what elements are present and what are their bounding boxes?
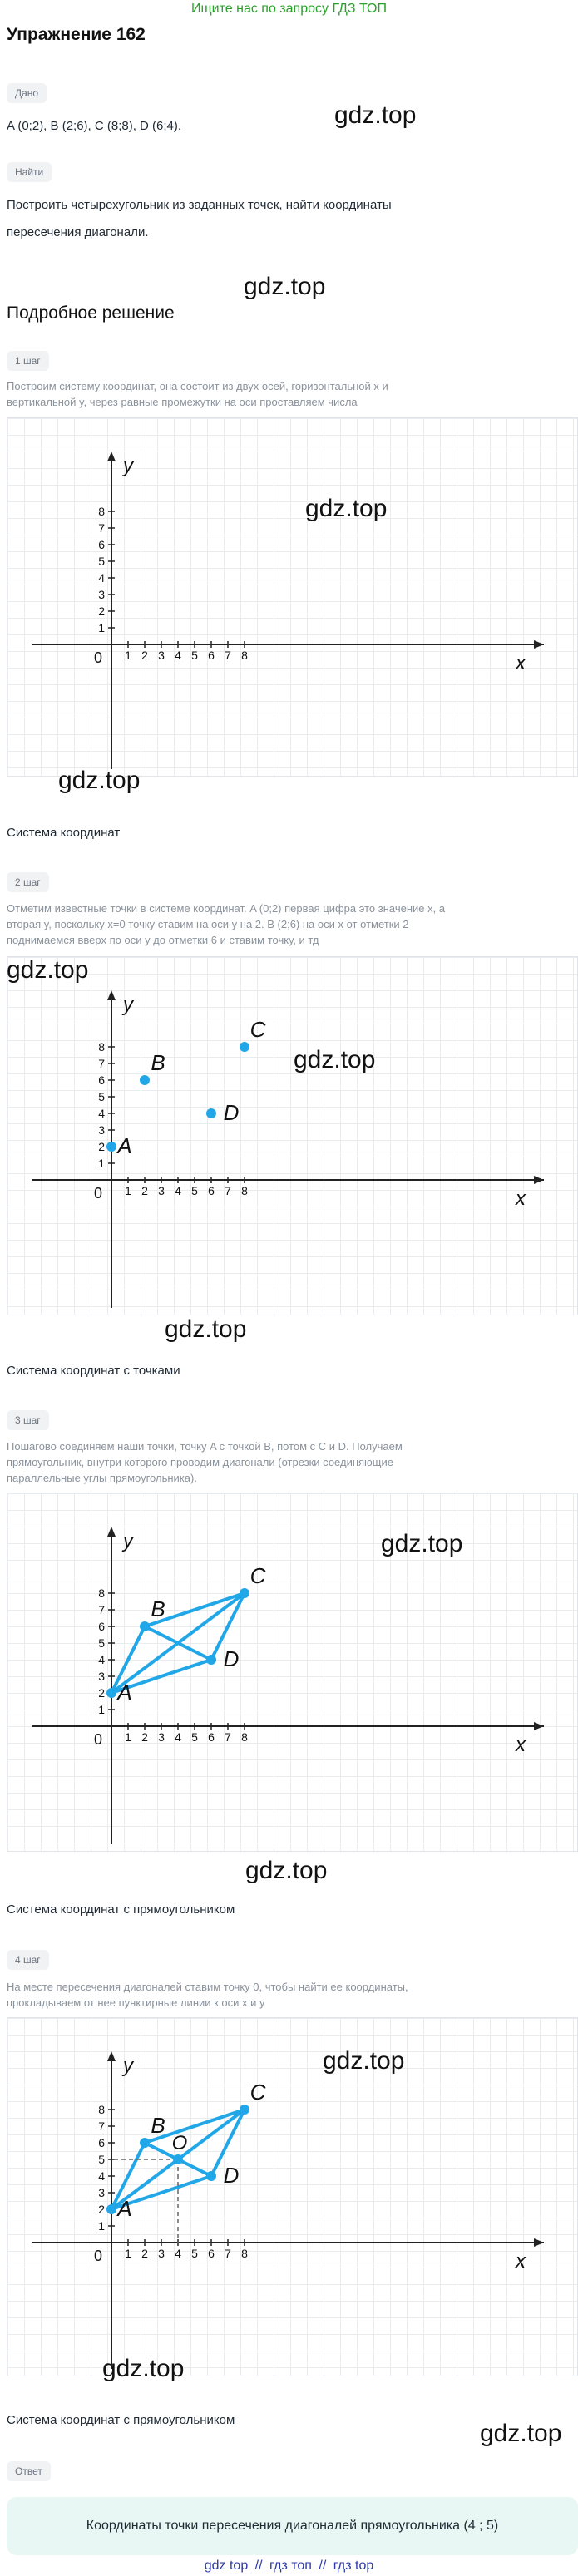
x-tick-label: 1 [125,1730,131,1744]
watermark: gdz.top [7,956,89,984]
point-label-d: D [223,2163,240,2188]
point-label-c: C [249,1017,266,1042]
step-text-line: Отметим известные точки в системе координат. A (0;2) первая цифра это значение x, а [7,902,446,915]
point-label-d: D [223,1646,240,1671]
x-axis-arrow [534,2238,544,2247]
y-axis-arrow [107,1527,116,1537]
y-tick-label: 6 [98,538,105,551]
graph-canvas [7,2018,578,2376]
y-tick-label: 6 [98,1620,105,1633]
y-tick-label: 8 [98,1040,105,1054]
x-tick-label: 6 [208,2247,215,2260]
x-tick-label: 5 [191,2247,198,2260]
x-tick-label: 3 [158,2247,165,2260]
step-text-line: вертикальной y, через равные промежутки на оси проставляем числа [7,396,358,408]
point-b [140,1075,150,1085]
exercise-title: Упражнение 162 [7,25,146,44]
footer-link[interactable]: гдз top [333,2559,374,2573]
y-tick-label: 2 [98,1686,105,1700]
y-axis-label: y [123,994,133,1016]
graph-canvas [7,418,578,777]
x-tick-label: 5 [191,1184,198,1197]
y-axis-arrow [107,2051,116,2061]
x-tick-label: 8 [241,1730,248,1744]
step-text-line: На месте пересечения диагоналей ставим точку 0, чтобы найти ее координаты, [7,1981,408,1993]
x-tick-label: 4 [175,2247,181,2260]
y-tick-label: 3 [98,2186,105,2199]
y-tick-label: 8 [98,1587,105,1600]
y-tick-label: 8 [98,2103,105,2116]
x-tick-label: 7 [225,2247,231,2260]
x-tick-label: 4 [175,649,181,662]
x-axis-arrow [534,1722,544,1730]
y-tick-label: 5 [98,1636,105,1650]
y-tick-label: 3 [98,588,105,601]
step-tag: 2 шаг [7,872,49,892]
y-tick-label: 8 [98,505,105,518]
watermark: gdz.top [165,1315,247,1343]
x-tick-label: 3 [158,1730,165,1744]
origin-label: 0 [93,649,103,666]
point-label-a: A [117,2196,132,2221]
point-label-a: A [117,1133,132,1158]
y-axis-label: y [123,2055,133,2077]
solution-title: Подробное решение [7,303,175,323]
y-tick-label: 1 [98,2219,105,2233]
graph-canvas [7,1493,578,1852]
footer-separator: // [319,2559,327,2573]
point-label-d: D [223,1100,240,1125]
coordinate-graph-with-rectangle [7,1493,578,1852]
x-tick-label: 2 [141,1184,148,1197]
x-tick-label: 6 [208,1184,215,1197]
y-tick-label: 7 [98,521,105,535]
step-text-line: Пошагово соединяем наши точки, точку A с точкой B, потом с C и D. Получаем [7,1440,403,1453]
x-tick-label: 4 [175,1730,181,1744]
point-c [240,1042,249,1052]
answer-box [7,2497,578,2555]
step-text-line: вторая y, поскольку x=0 точку ставим на оси y на 2. B (2;6) на оси x от отметки 2 [7,918,409,930]
intersection-label: O [171,2132,188,2154]
x-axis-label: x [516,2250,526,2273]
step-tag: 1 шаг [7,351,49,371]
answer-tag: Ответ [7,2461,51,2481]
step-text-line: поднимаемся вверх по оси y до отметки 6 и ставим точку, и тд [7,934,319,946]
point-label-a: A [117,1680,132,1705]
point-c [240,1588,249,1598]
y-tick-label: 4 [98,1107,105,1120]
graph-canvas [7,957,578,1315]
point-label-b: B [151,2113,165,2138]
given-text: A (0;2), B (2;6), C (8;8), D (6;4). [7,119,182,133]
footer-links [0,2559,578,2574]
intersection-point [173,2154,183,2164]
x-axis-arrow [534,640,544,649]
point-b [140,1621,150,1631]
step-text-line: прокладываем от нее пунктирные линии к оси x и y [7,1996,265,2009]
graph-caption: Система координат с прямоугольником [7,1902,235,1917]
y-tick-label: 7 [98,1603,105,1616]
point-d [206,2171,216,2181]
point-d [206,1655,216,1665]
x-tick-label: 6 [208,1730,215,1744]
x-tick-label: 2 [141,1730,148,1744]
given-tag: Дано [7,83,47,103]
y-tick-label: 2 [98,2203,105,2216]
graph-caption: Система координат с точками [7,1364,180,1378]
point-d [206,1108,216,1118]
graph-caption: Система координат с прямоугольником [7,2413,235,2427]
footer-link[interactable]: gdz top [204,2559,249,2573]
x-tick-label: 8 [241,649,248,662]
point-a [106,2204,116,2214]
watermark: gdz.top [245,1857,328,1884]
answer-text: Координаты точки пересечения диагоналей прямоугольника (4 ; 5) [86,2519,499,2533]
point-label-b: B [151,1596,165,1621]
watermark: gdz.top [102,2355,185,2382]
step-text-line: параллельные углы прямоугольника). [7,1472,197,1484]
x-tick-label: 3 [158,1184,165,1197]
origin-label: 0 [93,2248,103,2264]
search-hint-link[interactable]: Ищите нас по запросу ГДЗ ТОП [191,2,387,16]
step-text-line: Построим систему координат, она состоит из двух осей, горизонтальной x и [7,380,388,392]
y-tick-label: 7 [98,2120,105,2133]
y-axis-arrow [107,990,116,1000]
watermark: gdz.top [294,1046,376,1073]
origin-label: 0 [93,1731,103,1748]
x-tick-label: 8 [241,1184,248,1197]
x-tick-label: 1 [125,2247,131,2260]
x-tick-label: 2 [141,649,148,662]
y-tick-label: 5 [98,2153,105,2166]
y-tick-label: 1 [98,621,105,634]
watermark: gdz.top [323,2047,405,2075]
x-axis-label: x [516,1734,526,1756]
footer-separator: // [254,2559,263,2573]
watermark: gdz.top [480,2420,562,2447]
y-tick-label: 1 [98,1157,105,1170]
y-tick-label: 3 [98,1670,105,1683]
y-tick-label: 1 [98,1703,105,1716]
step-tag: 4 шаг [7,1950,49,1970]
point-label-c: C [249,1563,266,1588]
x-tick-label: 7 [225,1184,231,1197]
coordinate-graph [7,417,578,777]
y-tick-label: 6 [98,2136,105,2149]
x-tick-label: 3 [158,649,165,662]
x-axis-label: x [516,652,526,674]
find-tag: Найти [7,162,52,182]
step-tag: 3 шаг [7,1410,49,1430]
y-axis-arrow [107,452,116,461]
y-tick-label: 2 [98,605,105,618]
y-tick-label: 4 [98,2169,105,2183]
watermark: gdz.top [334,101,417,129]
y-tick-label: 4 [98,571,105,585]
coordinate-graph-with-diagonals [7,2017,578,2376]
x-axis-label: x [516,1187,526,1210]
watermark: gdz.top [381,1530,463,1557]
graph-caption: Система координат [7,826,121,840]
footer-link[interactable]: гдз топ [269,2559,312,2573]
x-tick-label: 6 [208,649,215,662]
x-tick-label: 7 [225,649,231,662]
y-tick-label: 3 [98,1123,105,1137]
y-tick-label: 4 [98,1653,105,1666]
point-label-b: B [151,1050,165,1075]
y-tick-label: 5 [98,555,105,568]
y-tick-label: 7 [98,1057,105,1070]
watermark: gdz.top [305,495,388,522]
watermark: gdz.top [58,767,141,794]
point-label-c: C [249,2080,266,2105]
y-axis-label: y [123,1530,133,1552]
point-a [106,1688,116,1698]
x-tick-label: 1 [125,649,131,662]
x-tick-label: 5 [191,649,198,662]
origin-label: 0 [93,1185,103,1202]
find-text-line2: пересечения диагонали. [7,225,149,239]
find-text-line1: Построить четырехугольник из заданных точек, найти координаты [7,198,392,212]
y-tick-label: 2 [98,1140,105,1153]
y-tick-label: 5 [98,1090,105,1103]
watermark: gdz.top [244,273,326,300]
x-tick-label: 7 [225,1730,231,1744]
x-tick-label: 1 [125,1184,131,1197]
x-tick-label: 2 [141,2247,148,2260]
coordinate-graph-with-points [7,956,578,1315]
x-tick-label: 4 [175,1184,181,1197]
y-axis-label: y [123,455,133,477]
x-tick-label: 8 [241,2247,248,2260]
x-axis-arrow [534,1176,544,1184]
y-tick-label: 6 [98,1073,105,1087]
diagonal-bd [145,1626,211,1660]
point-b [140,2138,150,2148]
point-a [106,1142,116,1152]
x-tick-label: 5 [191,1730,198,1744]
step-text-line: прямоугольник, внутри которого проводим диагонали (отрезки соединяющие [7,1456,393,1468]
point-c [240,2105,249,2115]
